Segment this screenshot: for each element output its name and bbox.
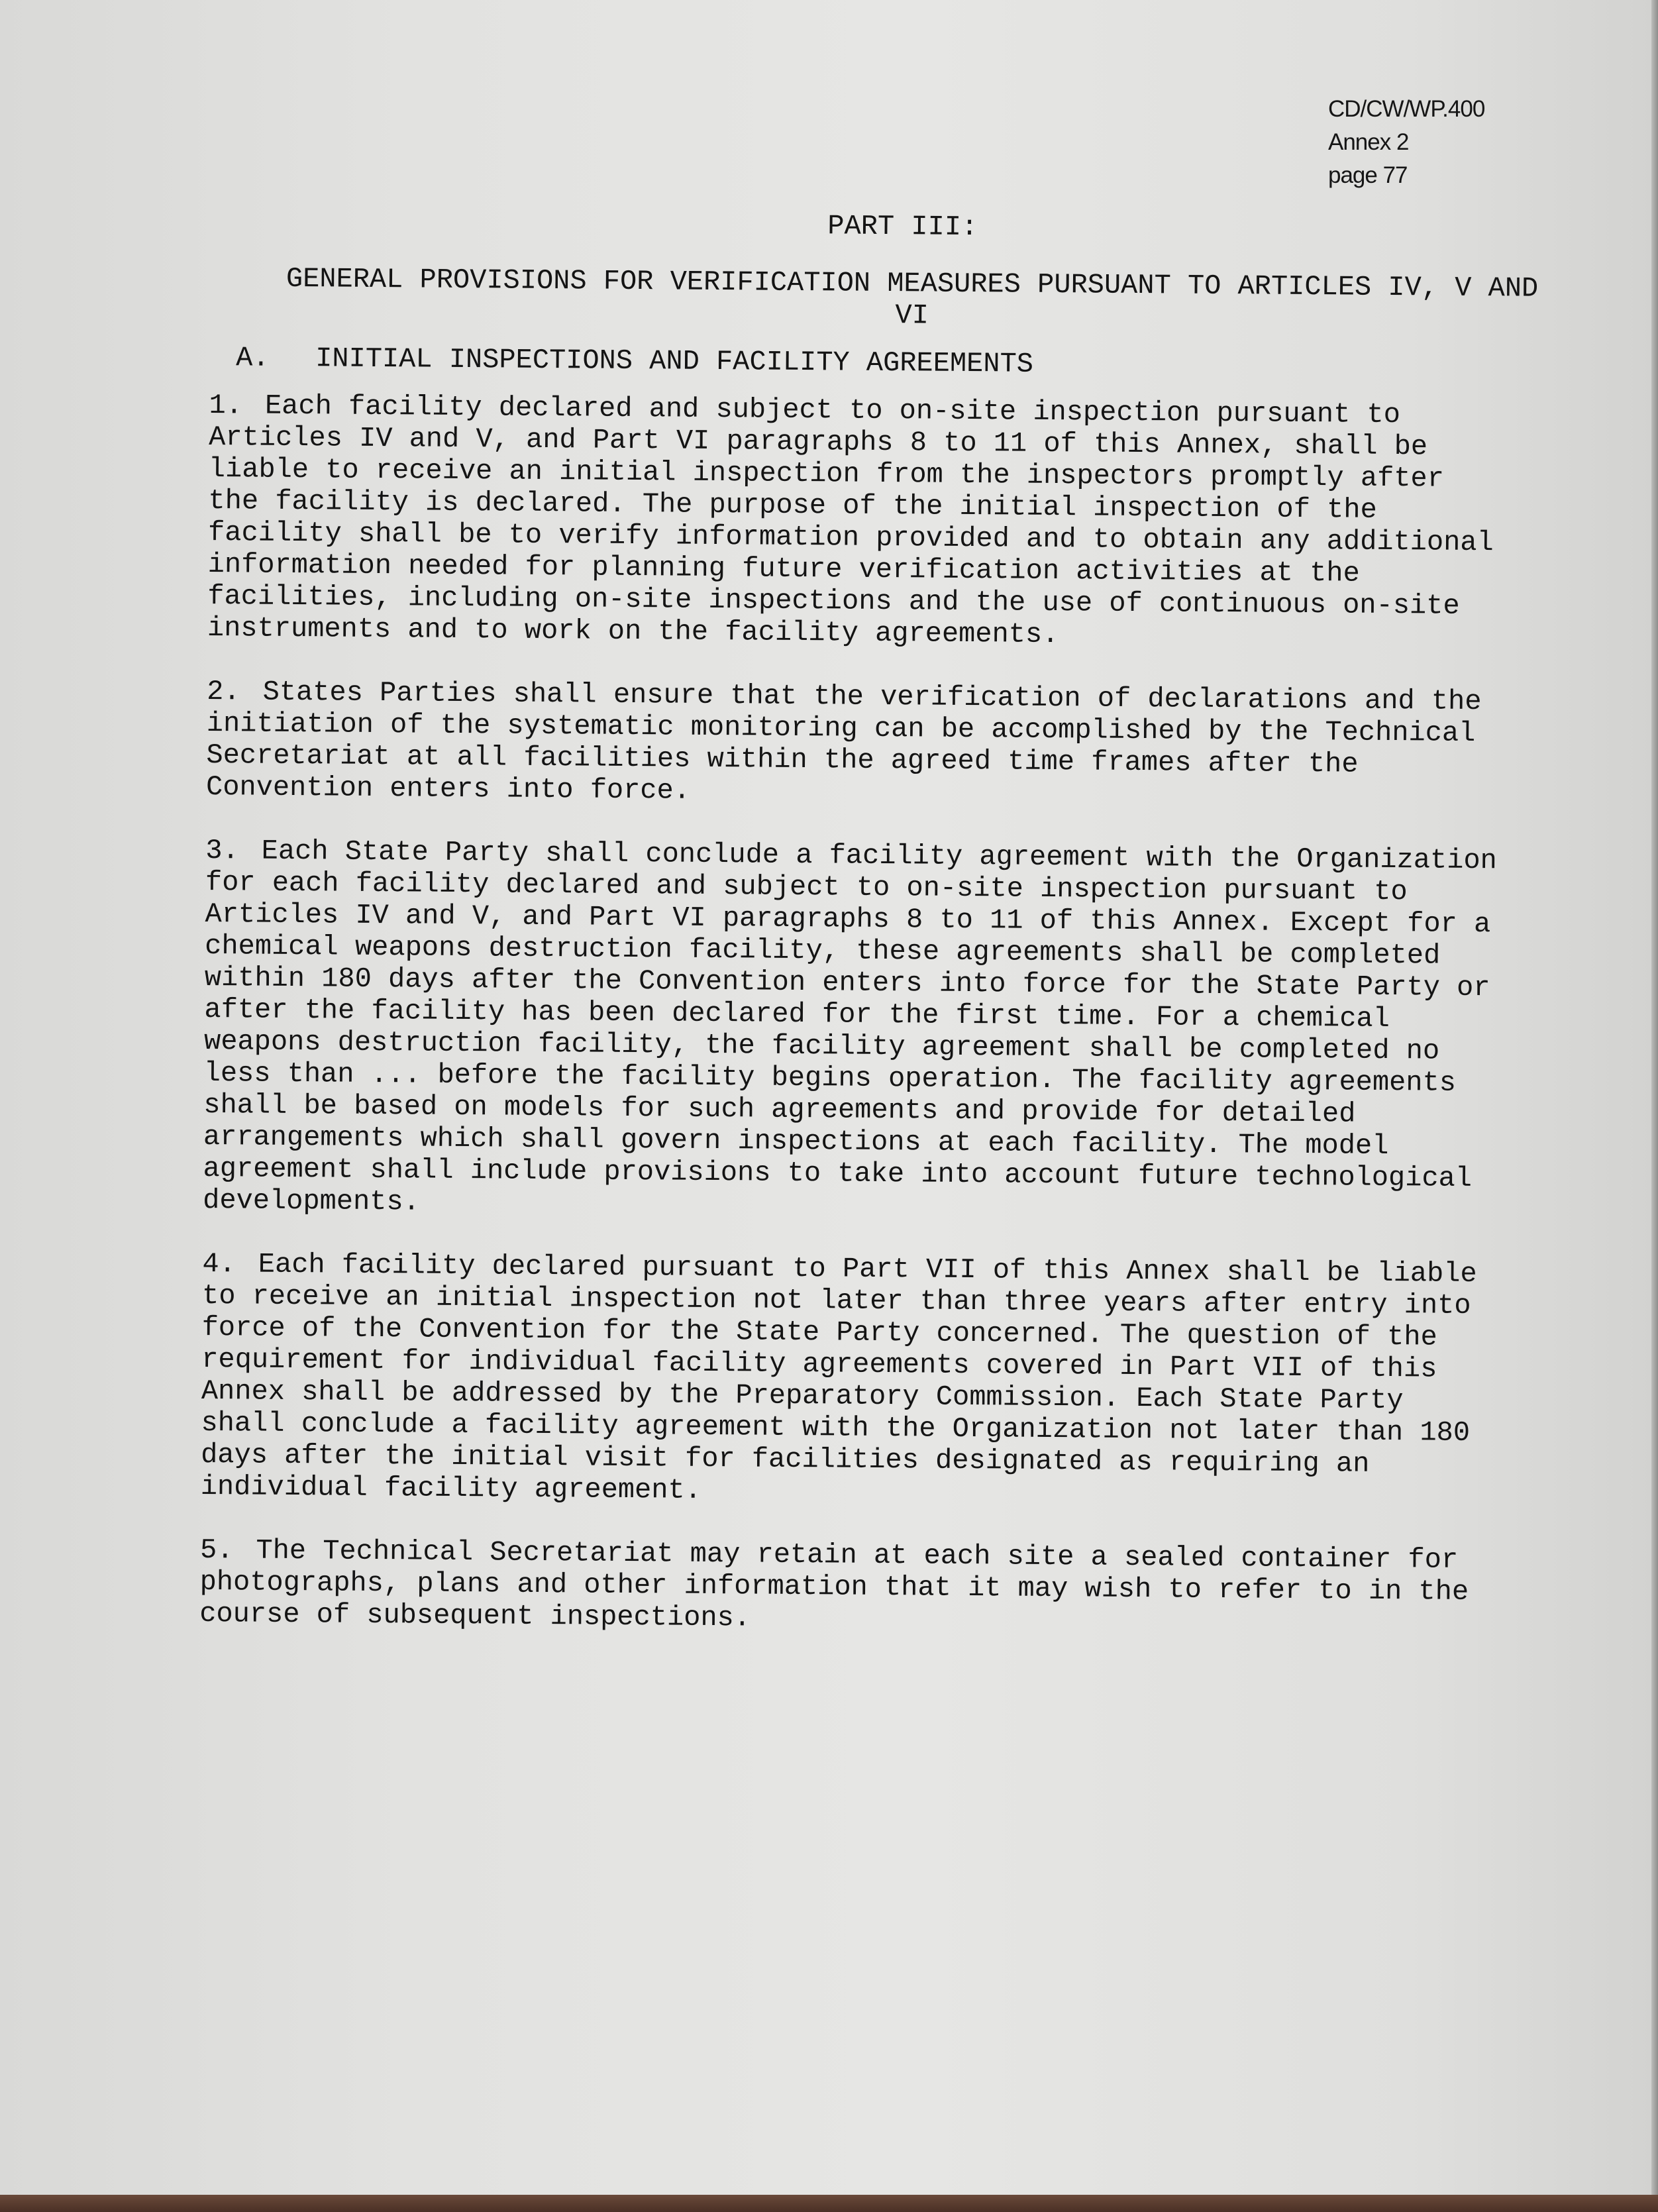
annex-label: Annex 2 [1328, 129, 1409, 155]
page-number: page 77 [1328, 162, 1408, 188]
part-title: PART III: [827, 210, 978, 244]
paragraph-text: Each facility declared and subject to on-site inspection pursuant to Articles IV and V, and Part VI paragraphs 8 to 11 of this Annex, shall be liable to receive an initial inspection from the inspectors promptly after the facility is declared. The purpose of the initial inspection of the facility shall be to verify information provided and to obtain any additional information needed for planning future verification activities at the facilities, including on-site inspections and the use of continuous on-site instruments and to work on the facility agreements. [207, 390, 1494, 651]
part-subtitle: GENERAL PROVISIONS FOR VERIFICATION MEASURES PURSUANT TO ARTICLES IV, V AND VI [285, 262, 1539, 332]
paragraph-text: Each State Party shall conclude a facility agreement with the Organization for each facility declared and subject to on-site inspection pursuant to Articles IV and V, and Part VI paragraphs 8 to 11 of this Annex. Except for a chemical weapons destruction facility, these agreements shall be completed within 180 days after the Convention enters into force for the State Party or after the facility has been declared for the first time. For a chemical weapons destruction facility, the facility agreement shall be completed no less than ... before the facility begins operation. The facility agreements shall be based on models for such agreements and provide for detailed arrangements which shall govern inspections at each facility. The model agreement shall include provisions to take into account future technological developments. [203, 835, 1498, 1218]
paragraph-3 [203, 835, 1517, 1227]
section-title: INITIAL INSPECTIONS AND FACILITY AGREEMENTS [315, 342, 1034, 380]
paragraph-number: 4. [202, 1247, 236, 1281]
paragraph-number: 1. [209, 389, 243, 422]
paragraph-2 [206, 676, 1518, 814]
page-edge-shadow [1651, 0, 1658, 2212]
paragraph-number: 3. [205, 834, 239, 867]
paragraph-number: 2. [207, 675, 240, 708]
paragraph-4 [201, 1248, 1514, 1513]
document-header [1328, 93, 1484, 192]
paragraph-5 [199, 1534, 1512, 1640]
scanner-bed-edge [0, 2195, 1658, 2212]
paragraph-text: States Parties shall ensure that the verification of declarations and the initiation of the systematic monitoring can be accomplished by the Technical Secretariat at all facilities within the agreed time frames after the Convention enters into force. [205, 676, 1482, 807]
paragraph-text: Each facility declared pursuant to Part VII of this Annex shall be liable to receive an initial inspection not later than three years after entry into force of the Convention for the State Party concerned. The question of the requirement for individual facility agreements covered in Part VII of this Annex shall be addressed by the Preparatory Commission. Each State Party shall conclude a facility agreement with the Organization not later than 180 days after the initial visit for facilities designated as requiring an individual facility agreement. [200, 1248, 1477, 1506]
paragraph-1 [207, 390, 1521, 655]
section-heading [236, 342, 1521, 384]
section-letter: A. [236, 342, 270, 374]
paragraph-text: The Technical Secretariat may retain at each site a sealed container for photographs, plans and other information that it may wish to refer to in the course of subsequent inspections. [199, 1534, 1469, 1634]
document-body [199, 205, 1539, 1671]
document-symbol: CD/CW/WP.400 [1328, 96, 1485, 122]
paragraph-number: 5. [199, 1534, 234, 1567]
